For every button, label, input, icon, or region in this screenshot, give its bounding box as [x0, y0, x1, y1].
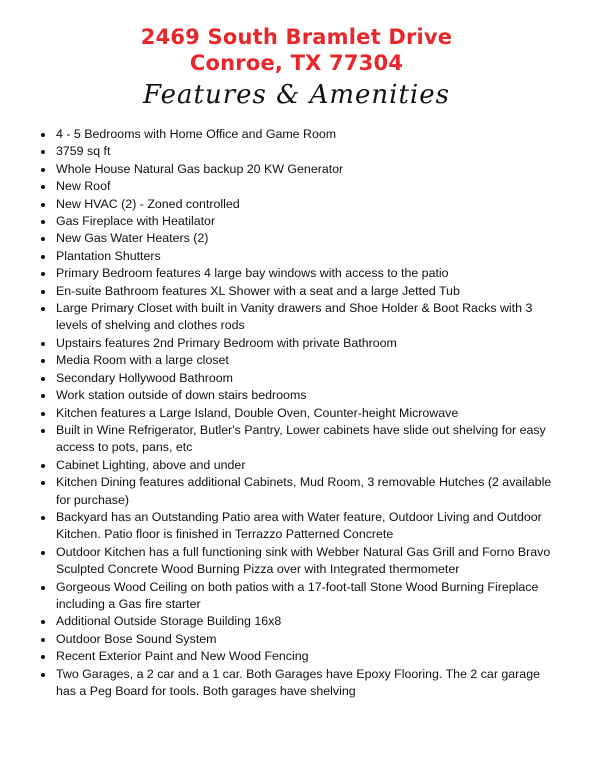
feature-item: Whole House Natural Gas backup 20 KW Generator — [56, 161, 556, 178]
address-line-1: 2469 South Bramlet Drive — [140, 25, 453, 49]
feature-item: Backyard has an Outstanding Patio area with Water feature, Outdoor Living and Outdoor Kitchen. Patio floor is finished in Terrazzo Patterned Concrete — [56, 509, 556, 544]
feature-item: Secondary Hollywood Bathroom — [56, 370, 556, 387]
feature-item: Kitchen Dining features additional Cabinets, Mud Room, 3 removable Hutches (2 available for purchase) — [56, 474, 556, 509]
feature-item: Gas Fireplace with Heatilator — [56, 213, 556, 230]
address-line-2: Conroe, TX 77304 — [189, 51, 404, 75]
feature-item: 3759 sq ft — [56, 143, 556, 160]
feature-item: 4 - 5 Bedrooms with Home Office and Game Room — [56, 126, 556, 143]
features-list — [0, 126, 556, 700]
feature-item: Outdoor Kitchen has a full functioning sink with Webber Natural Gas Grill and Forno Bravo Sculpted Concrete Wood Burning Pizza over with Integrated thermometer — [56, 544, 556, 579]
feature-item: Cabinet Lighting, above and under — [56, 457, 556, 474]
feature-item: Work station outside of down stairs bedrooms — [56, 387, 556, 404]
feature-item: Media Room with a large closet — [56, 352, 556, 369]
feature-item: Outdoor Bose Sound System — [56, 631, 556, 648]
feature-item: Upstairs features 2nd Primary Bedroom with private Bathroom — [56, 335, 556, 352]
feature-item: Gorgeous Wood Ceiling on both patios with a 17-foot-tall Stone Wood Burning Fireplace including a Gas fire starter — [56, 579, 556, 614]
feature-item: Primary Bedroom features 4 large bay windows with access to the patio — [56, 265, 556, 282]
feature-item: Additional Outside Storage Building 16x8 — [56, 613, 556, 630]
feature-item: Two Garages, a 2 car and a 1 car. Both Garages have Epoxy Flooring. The 2 car garage has a Peg Board for tools. Both garages have shelving — [56, 666, 556, 701]
feature-item: New HVAC (2) - Zoned controlled — [56, 196, 556, 213]
feature-item: Plantation Shutters — [56, 248, 556, 265]
feature-item: New Roof — [56, 178, 556, 195]
feature-item: Kitchen features a Large Island, Double Oven, Counter-height Microwave — [56, 405, 556, 422]
feature-item: New Gas Water Heaters (2) — [56, 230, 556, 247]
feature-item: Built in Wine Refrigerator, Butler's Pantry, Lower cabinets have slide out shelving for easy access to pots, pans, etc — [56, 422, 556, 457]
feature-item: Large Primary Closet with built in Vanity drawers and Shoe Holder & Boot Racks with 3 levels of shelving and clothes rods — [56, 300, 556, 335]
document-header — [0, 0, 593, 112]
feature-item: En-suite Bathroom features XL Shower with a seat and a large Jetted Tub — [56, 283, 556, 300]
feature-item: Recent Exterior Paint and New Wood Fencing — [56, 648, 556, 665]
features-heading: Features & Amenities — [143, 80, 450, 110]
